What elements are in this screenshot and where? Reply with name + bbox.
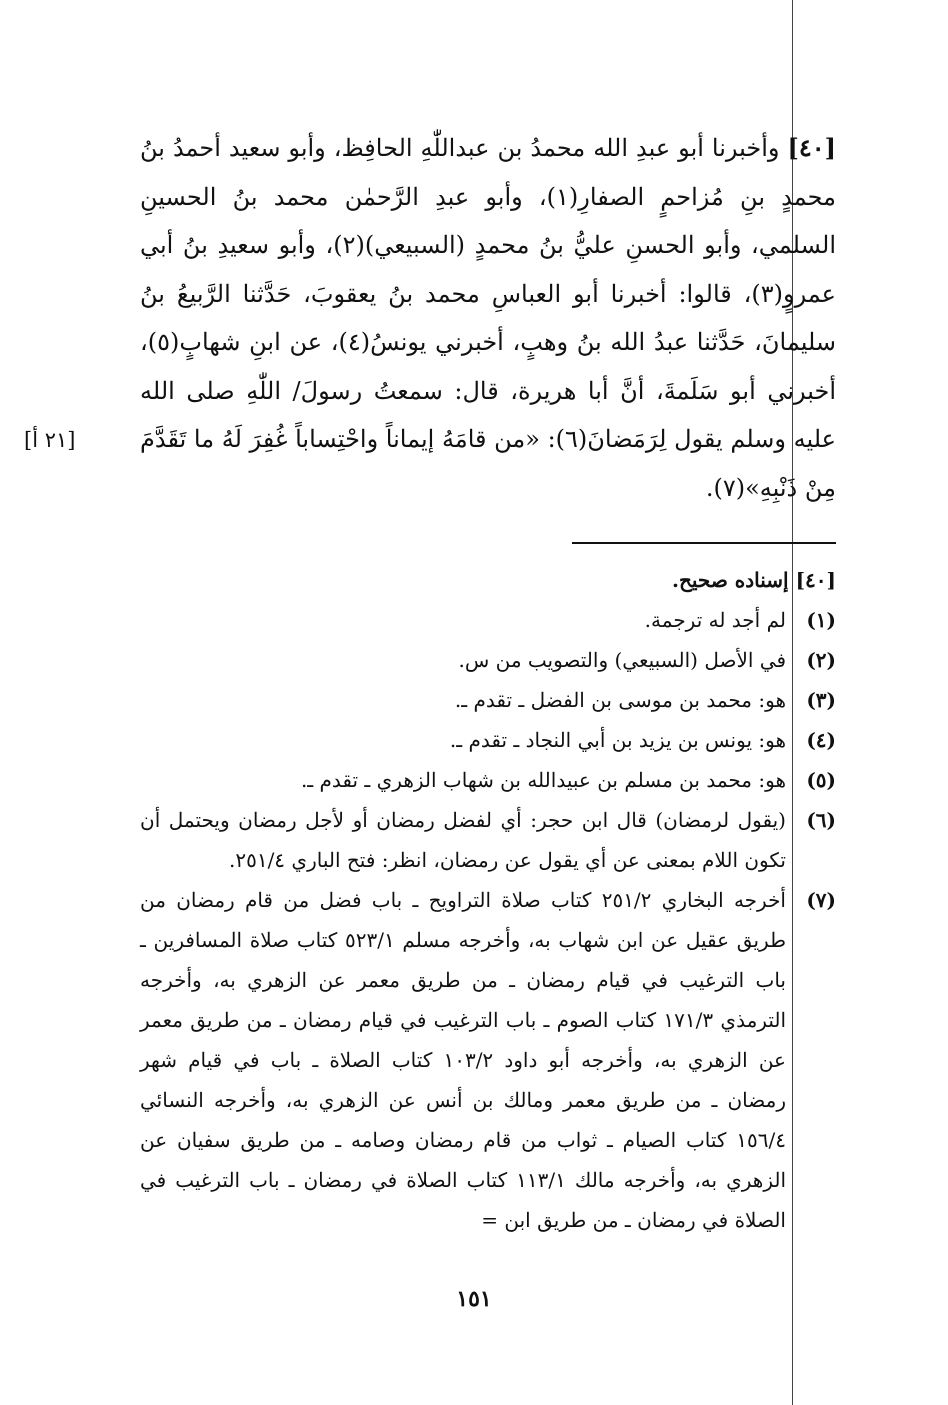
- footnote-3: [140, 680, 836, 720]
- page-number: ١٥١: [456, 1286, 492, 1312]
- footnote-text: هو: محمد بن موسى بن الفضل ـ تقدم ـ.: [454, 688, 786, 712]
- folio-marker: [٢١ أ]: [24, 428, 76, 452]
- footnote-text: في الأصل (السبيعي) والتصويب من س.: [458, 648, 786, 672]
- footnote-2: [140, 640, 836, 680]
- footnote-title: [140, 560, 836, 600]
- footnote-number: (٧): [806, 888, 836, 912]
- footnote-4: [140, 720, 836, 760]
- footnote-number: (٣): [806, 688, 836, 712]
- footnote-separator: [572, 542, 836, 544]
- footnote-number: (١): [806, 608, 836, 632]
- hadith-number: [٤٠]: [787, 133, 836, 162]
- footnote-text: لم أجد له ترجمة.: [644, 608, 786, 632]
- footnote-1: [140, 600, 836, 640]
- footnote-text: هو: محمد بن مسلم بن عبيدالله بن شهاب الزهري ـ تقدم ـ.: [300, 768, 786, 792]
- hadith-text: [140, 124, 836, 512]
- footnote-number: (٤): [806, 728, 836, 752]
- footnote-text: أخرجه البخاري ٢٥١/٢ كتاب صلاة التراويح ـ باب فضل من قام رمضان من طريق عقيل عن ابن شهاب به، وأخرجه مسلم ٥٢٣/١ كتاب صلاة المسافرين ـ باب الترغيب في قيام رمضان ـ من طريق معمر عن الزهري به، وأخرجه الترمذي ١٧١/٣ كتاب الصوم ـ باب الترغيب في قيام رمضان ـ من طريق معمر عن الزهري به، وأخرجه أبو داود ١٠٣/٢ كتاب الصلاة ـ باب في قيام شهر رمضان ـ من طريق معمر ومالك بن أنس عن الزهري به، وأخرجه النسائي ١٥٦/٤ كتاب الصيام ـ ثواب من قام رمضان وصامه ـ من طريق سفيان عن الزهري به، وأخرجه مالك ١١٣/١ كتاب الصلاة في رمضان ـ باب الترغيب في الصلاة في رمضان ـ من طريق ابن =: [140, 888, 786, 1232]
- footnote-number: (٥): [806, 768, 836, 792]
- hadith-body: وأخبرنا أبو عبدِ الله محمدُ بن عبداللّٰهِ الحافِظ، وأبو سعيد أحمدُ بنُ محمدٍ بنِ مُزاحمٍ الصفارِ(١)، وأبو عبدِ الرَّحمٰن محمد بنُ الحسينِ السلمي، وأبو الحسنِ عليُّ بنُ محمدٍ (السبيعي)(٢)، وأبو سعيدِ بنُ أبي عمروٍ(٣)، قالوا: أخبرنا أبو العباسِ محمد بنُ يعقوبَ، حَدَّثنا الرَّبيعُ بنُ سليمانَ، حَدَّثنا عبدُ الله بنُ وهبٍ، أخبرني يونسُ(٤)، عن ابنِ شهابٍ(٥)، أخبرني أبو سَلَمةَ، أنَّ أبا هريرة، قال: سمعتُ رسولَ/ اللّٰهِ صلى الله عليه وسلم يقول لِرَمَضانَ(٦): «من قامَهُ إيماناً واحْتِساباً غُفِرَ لَهُ ما تَقَدَّمَ مِنْ ذَنْبِهِ»(٧).: [140, 134, 836, 502]
- footnote-title-number: [٤٠]: [795, 568, 836, 592]
- footnote-title-text: إسناده صحيح.: [672, 568, 789, 592]
- footnote-6: [140, 800, 836, 880]
- footnote-text: (يقول لرمضان) قال ابن حجر: أي لفضل رمضان أو لأجل رمضان ويحتمل أن تكون اللام بمعنى عن أي يقول عن رمضان، انظر: فتح الباري ٢٥١/٤.: [140, 808, 786, 872]
- footnote-number: (٦): [806, 808, 836, 832]
- footnote-text: هو: يونس بن يزيد بن أبي النجاد ـ تقدم ـ.: [449, 728, 786, 752]
- footnote-number: (٢): [806, 648, 836, 672]
- footnote-7: [140, 880, 836, 1240]
- footnote-5: [140, 760, 836, 800]
- footnotes: [140, 560, 836, 1240]
